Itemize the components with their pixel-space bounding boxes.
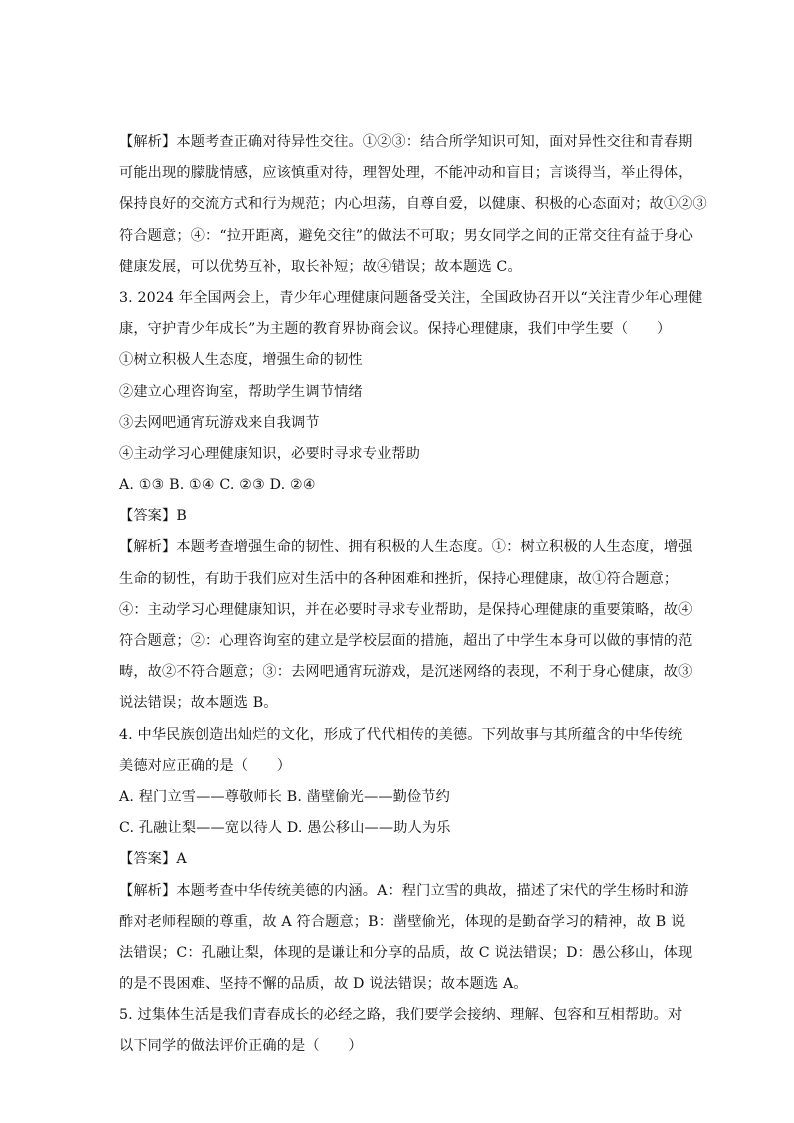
q3-option-1	[119, 345, 679, 376]
text-line: 的是不畏困难、坚持不懈的品质，故 D 说法错误；故本题选 A。	[119, 976, 528, 993]
text-line: 5. 过集体生活是我们青春成长的必经之路，我们要学会接纳、理解、包容和互相帮助。对	[119, 1007, 683, 1024]
text-line: 【解析】本题考查正确对待异性交往。①②③：结合所学知识可知，面对异性交往和青春期	[119, 134, 693, 150]
text-line: 【答案】A	[119, 851, 187, 868]
analysis-q3	[119, 532, 693, 719]
text-line: 生命的韧性，有助于我们应对生活中的各种困难和挫折，保持心理健康，故①符合题意；	[119, 570, 679, 587]
document-body	[119, 127, 707, 1063]
text-line: C. 孔融让梨——宽以待人 D. 愚公移山——助人为乐	[119, 820, 451, 837]
text-line: ④：主动学习心理健康知识，并在必要时寻求专业帮助，是保持心理健康的重要策略，故④	[119, 601, 693, 618]
text-line: 可能出现的朦胧情感，应该慎重对待，理智处理，不能冲动和盲目；言谈得当，举止得体，	[119, 165, 693, 182]
text-line: 【解析】本题考查增强生命的韧性、拥有积极的人生态度。①：树立积极的人生态度，增强	[119, 539, 693, 556]
text-line: 符合题意；④：“拉开距离，避免交往”的做法不可取；男女同学之间的正常交往有益于身心	[119, 227, 693, 244]
text-line: 美德对应正确的是（ ）	[119, 757, 292, 774]
question-3	[119, 283, 703, 345]
analysis-q4	[119, 876, 693, 1001]
text-line: 【解析】本题考查中华传统美德的内涵。A：程门立雪的典故，描述了宋代的学生杨时和游	[119, 882, 689, 899]
analysis-q2	[119, 127, 707, 283]
q3-option-2	[119, 377, 679, 408]
q4-choices-ab	[119, 782, 679, 813]
text-line: 说法错误；故本题选 B。	[119, 695, 278, 712]
text-line: A. 程门立雪——尊敬师长 B. 凿壁偷光——勤俭节约	[119, 788, 451, 805]
text-line: 3. 2024 年全国两会上，青少年心理健康问题备受关注，全国政协召开以“关注青少年心理健	[119, 289, 703, 306]
text-line: ③去网吧通宵玩游戏来自我调节	[119, 414, 320, 431]
text-line: A. ①③ B. ①④ C. ②③ D. ②④	[119, 477, 316, 494]
text-line: 法错误；C：孔融让梨，体现的是谦让和分享的品质，故 C 说法错误；D：愚公移山，体现	[119, 944, 693, 961]
q3-choices	[119, 470, 679, 501]
text-line: 酢对老师程颐的尊重，故 A 符合题意；B：凿壁偷光，体现的是勤奋学习的精神，故 B 说	[119, 913, 686, 930]
text-line: ①树立积极人生态度，增强生命的韧性	[119, 352, 363, 369]
text-line: 健康发展，可以优势互补，取长补短；故④错误；故本题选 C。	[119, 258, 522, 275]
text-line: 康，守护青少年成长”为主题的教育界协商会议。保持心理健康，我们中学生要（ ）	[119, 321, 672, 338]
text-line: ②建立心理咨询室，帮助学生调节情绪	[119, 383, 363, 400]
question-5	[119, 1000, 683, 1062]
q4-choices-cd	[119, 813, 679, 844]
text-line: 畴，故②不符合题意；③：去网吧通宵玩游戏，是沉迷网络的表现，不利于身心健康，故③	[119, 664, 693, 681]
answer-q4	[119, 844, 679, 875]
question-4	[119, 720, 683, 782]
text-line: 【答案】B	[119, 508, 187, 525]
text-line: 以下同学的做法评价正确的是（ ）	[119, 1038, 363, 1055]
text-line: ④主动学习心理健康知识，必要时寻求专业帮助	[119, 445, 421, 462]
text-line: 符合题意；②：心理咨询室的建立是学校层面的措施，超出了中学生本身可以做的事情的范	[119, 633, 693, 649]
text-line: 4. 中华民族创造出灿烂的文化，形成了代代相传的美德。下列故事与其所蕴含的中华传统	[119, 726, 683, 743]
q3-option-4	[119, 439, 679, 470]
q3-option-3	[119, 408, 679, 439]
text-line: 保持良好的交流方式和行为规范；内心坦荡，自尊自爱，以健康、积极的心态面对；故①②③	[119, 196, 707, 213]
answer-q3	[119, 501, 679, 532]
